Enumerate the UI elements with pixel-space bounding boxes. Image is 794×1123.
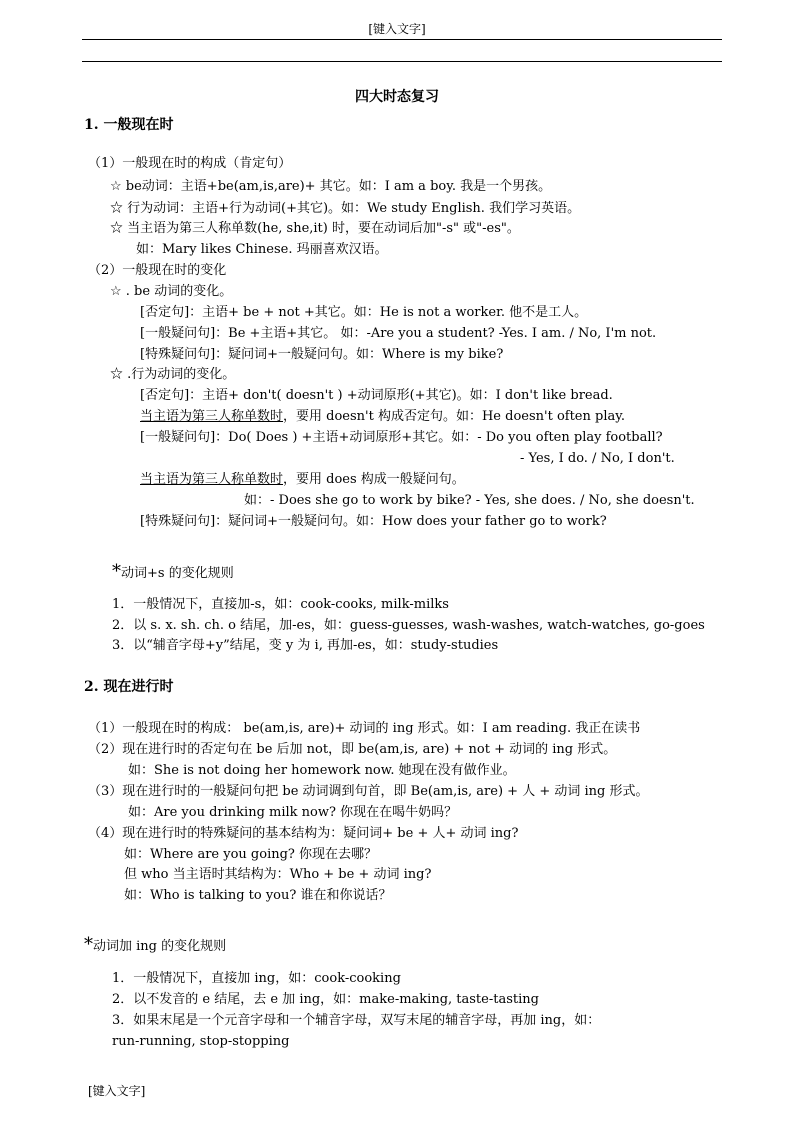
rule-title-text: 动词+s 的变化规则 xyxy=(121,566,234,581)
rule-item: 3．如果末尾是一个元音字母和一个辅音字母，双写末尾的辅音字母，再加 ing，如： xyxy=(112,1013,601,1028)
s2-line: （2）现在进行时的否定句在 be 后加 not，即 be(am,is, are) + not + 动词的 ing 形式。 xyxy=(88,742,617,757)
header-rule xyxy=(82,39,722,40)
s1-line: [一般疑问句]：Be +主语+其它。 如：-Are you a student? -Yes. I am. / No, I'm not. xyxy=(140,326,657,341)
rule-item: 3．以“辅音字母+y”结尾，变 y 为 i, 再加-es，如：study-studies xyxy=(112,638,499,653)
rule-item: run-running, stop-stopping xyxy=(112,1034,290,1049)
page-header: [键入文字] xyxy=(368,22,426,36)
s1-line: ☆ .行为动词的变化。 xyxy=(110,367,236,382)
line-text: ，要用 does 构成一般疑问句。 xyxy=(283,472,465,487)
s2-example: 如：Where are you going? 你现在去哪？ xyxy=(124,847,378,862)
section-heading-simple-present: 1. 一般现在时 xyxy=(84,117,174,133)
s2-example: 如：Are you drinking milk now? 你现在在喝牛奶吗？ xyxy=(128,805,458,820)
s1-example: 如：- Does she go to work by bike? - Yes, she does. / No, she doesn't. xyxy=(244,493,695,508)
rule-item: 1．一般情况下，直接加 ing，如：cook-cooking xyxy=(112,971,401,986)
rule-star: * xyxy=(112,561,121,582)
rule-item: 2．以 s. x. sh. ch. o 结尾，加-es，如：guess-guesses, wash-washes, watch-watches, go-goes xyxy=(112,618,705,633)
header-rule-2 xyxy=(82,61,722,62)
rule-title-text: 动词加 ing 的变化规则 xyxy=(93,939,227,954)
s1-line: ☆ be动词：主语+be(am,is,are)+ 其它。如：I am a boy. 我是一个男孩。 xyxy=(110,179,552,194)
s1-line: ☆ . be 动词的变化。 xyxy=(110,284,233,299)
s1-line: ☆ 行为动词：主语+行为动词(+其它)。如：We study English. 我们学习英语。 xyxy=(110,201,581,216)
rule-star: * xyxy=(84,934,93,955)
rule-item: 1．一般情况下，直接加-s，如：cook-cooks, milk-milks xyxy=(112,597,449,612)
s1-line: ☆ 当主语为第三人称单数(he, she,it) 时，要在动词后加"-s" 或"-es"。 xyxy=(110,221,520,236)
s1-line: [特殊疑问句]：疑问词+一般疑问句。如：How does your father go to work? xyxy=(140,514,607,529)
s2-line: （3）现在进行时的一般疑问句把 be 动词调到句首，即 Be(am,is, are) + 人 + 动词 ing 形式。 xyxy=(88,784,649,799)
document-title: 四大时态复习 xyxy=(355,89,439,105)
s1-line: （2）一般现在时的变化 xyxy=(88,263,227,278)
s1-line: - Yes, I do. / No, I don't. xyxy=(520,451,675,466)
underlined-phrase: 当主语为第三人称单数时 xyxy=(140,472,284,487)
rule-title-s xyxy=(112,563,234,583)
s2-example: 如：Who is talking to you? 谁在和你说话？ xyxy=(124,888,392,903)
s2-line: （4）现在进行时的特殊疑问的基本结构为：疑问词+ be + 人+ 动词 ing? xyxy=(88,826,519,841)
line-text: ，要用 doesn't 构成否定句。如：He doesn't often play. xyxy=(283,409,625,424)
s2-line: （1）一般现在时的构成： be(am,is, are)+ 动词的 ing 形式。如：I am reading. 我正在读书 xyxy=(88,721,641,736)
section-heading-present-continuous: 2. 现在进行时 xyxy=(84,679,174,695)
underlined-phrase: 当主语为第三人称单数时 xyxy=(140,409,284,424)
s1-line xyxy=(140,471,465,489)
s2-example: 如：She is not doing her homework now. 她现在没有做作业。 xyxy=(128,763,516,778)
rule-title-ing xyxy=(84,936,226,956)
s1-example: 如：Mary likes Chinese. 玛丽喜欢汉语。 xyxy=(136,242,388,257)
s1-line xyxy=(140,408,625,426)
s1-line: [特殊疑问句]：疑问词+一般疑问句。如：Where is my bike? xyxy=(140,347,504,362)
s1-line: [一般疑问句]：Do( Does ) +主语+动词原形+其它。如：- Do you often play football? xyxy=(140,430,663,445)
s1-line: [否定句]：主语+ be + not +其它。如：He is not a worker. 他不是工人。 xyxy=(140,305,588,320)
s1-line: [否定句]：主语+ don't( doesn't ) +动词原形(+其它)。如：I don't like bread. xyxy=(140,388,613,403)
s1-line: （1）一般现在时的构成（肯定句） xyxy=(88,156,292,171)
s2-line: 但 who 当主语时其结构为：Who + be + 动词 ing? xyxy=(124,867,432,882)
page-footer: [键入文字] xyxy=(88,1084,146,1098)
rule-item: 2．以不发音的 e 结尾，去 e 加 ing，如：make-making, taste-tasting xyxy=(112,992,539,1007)
